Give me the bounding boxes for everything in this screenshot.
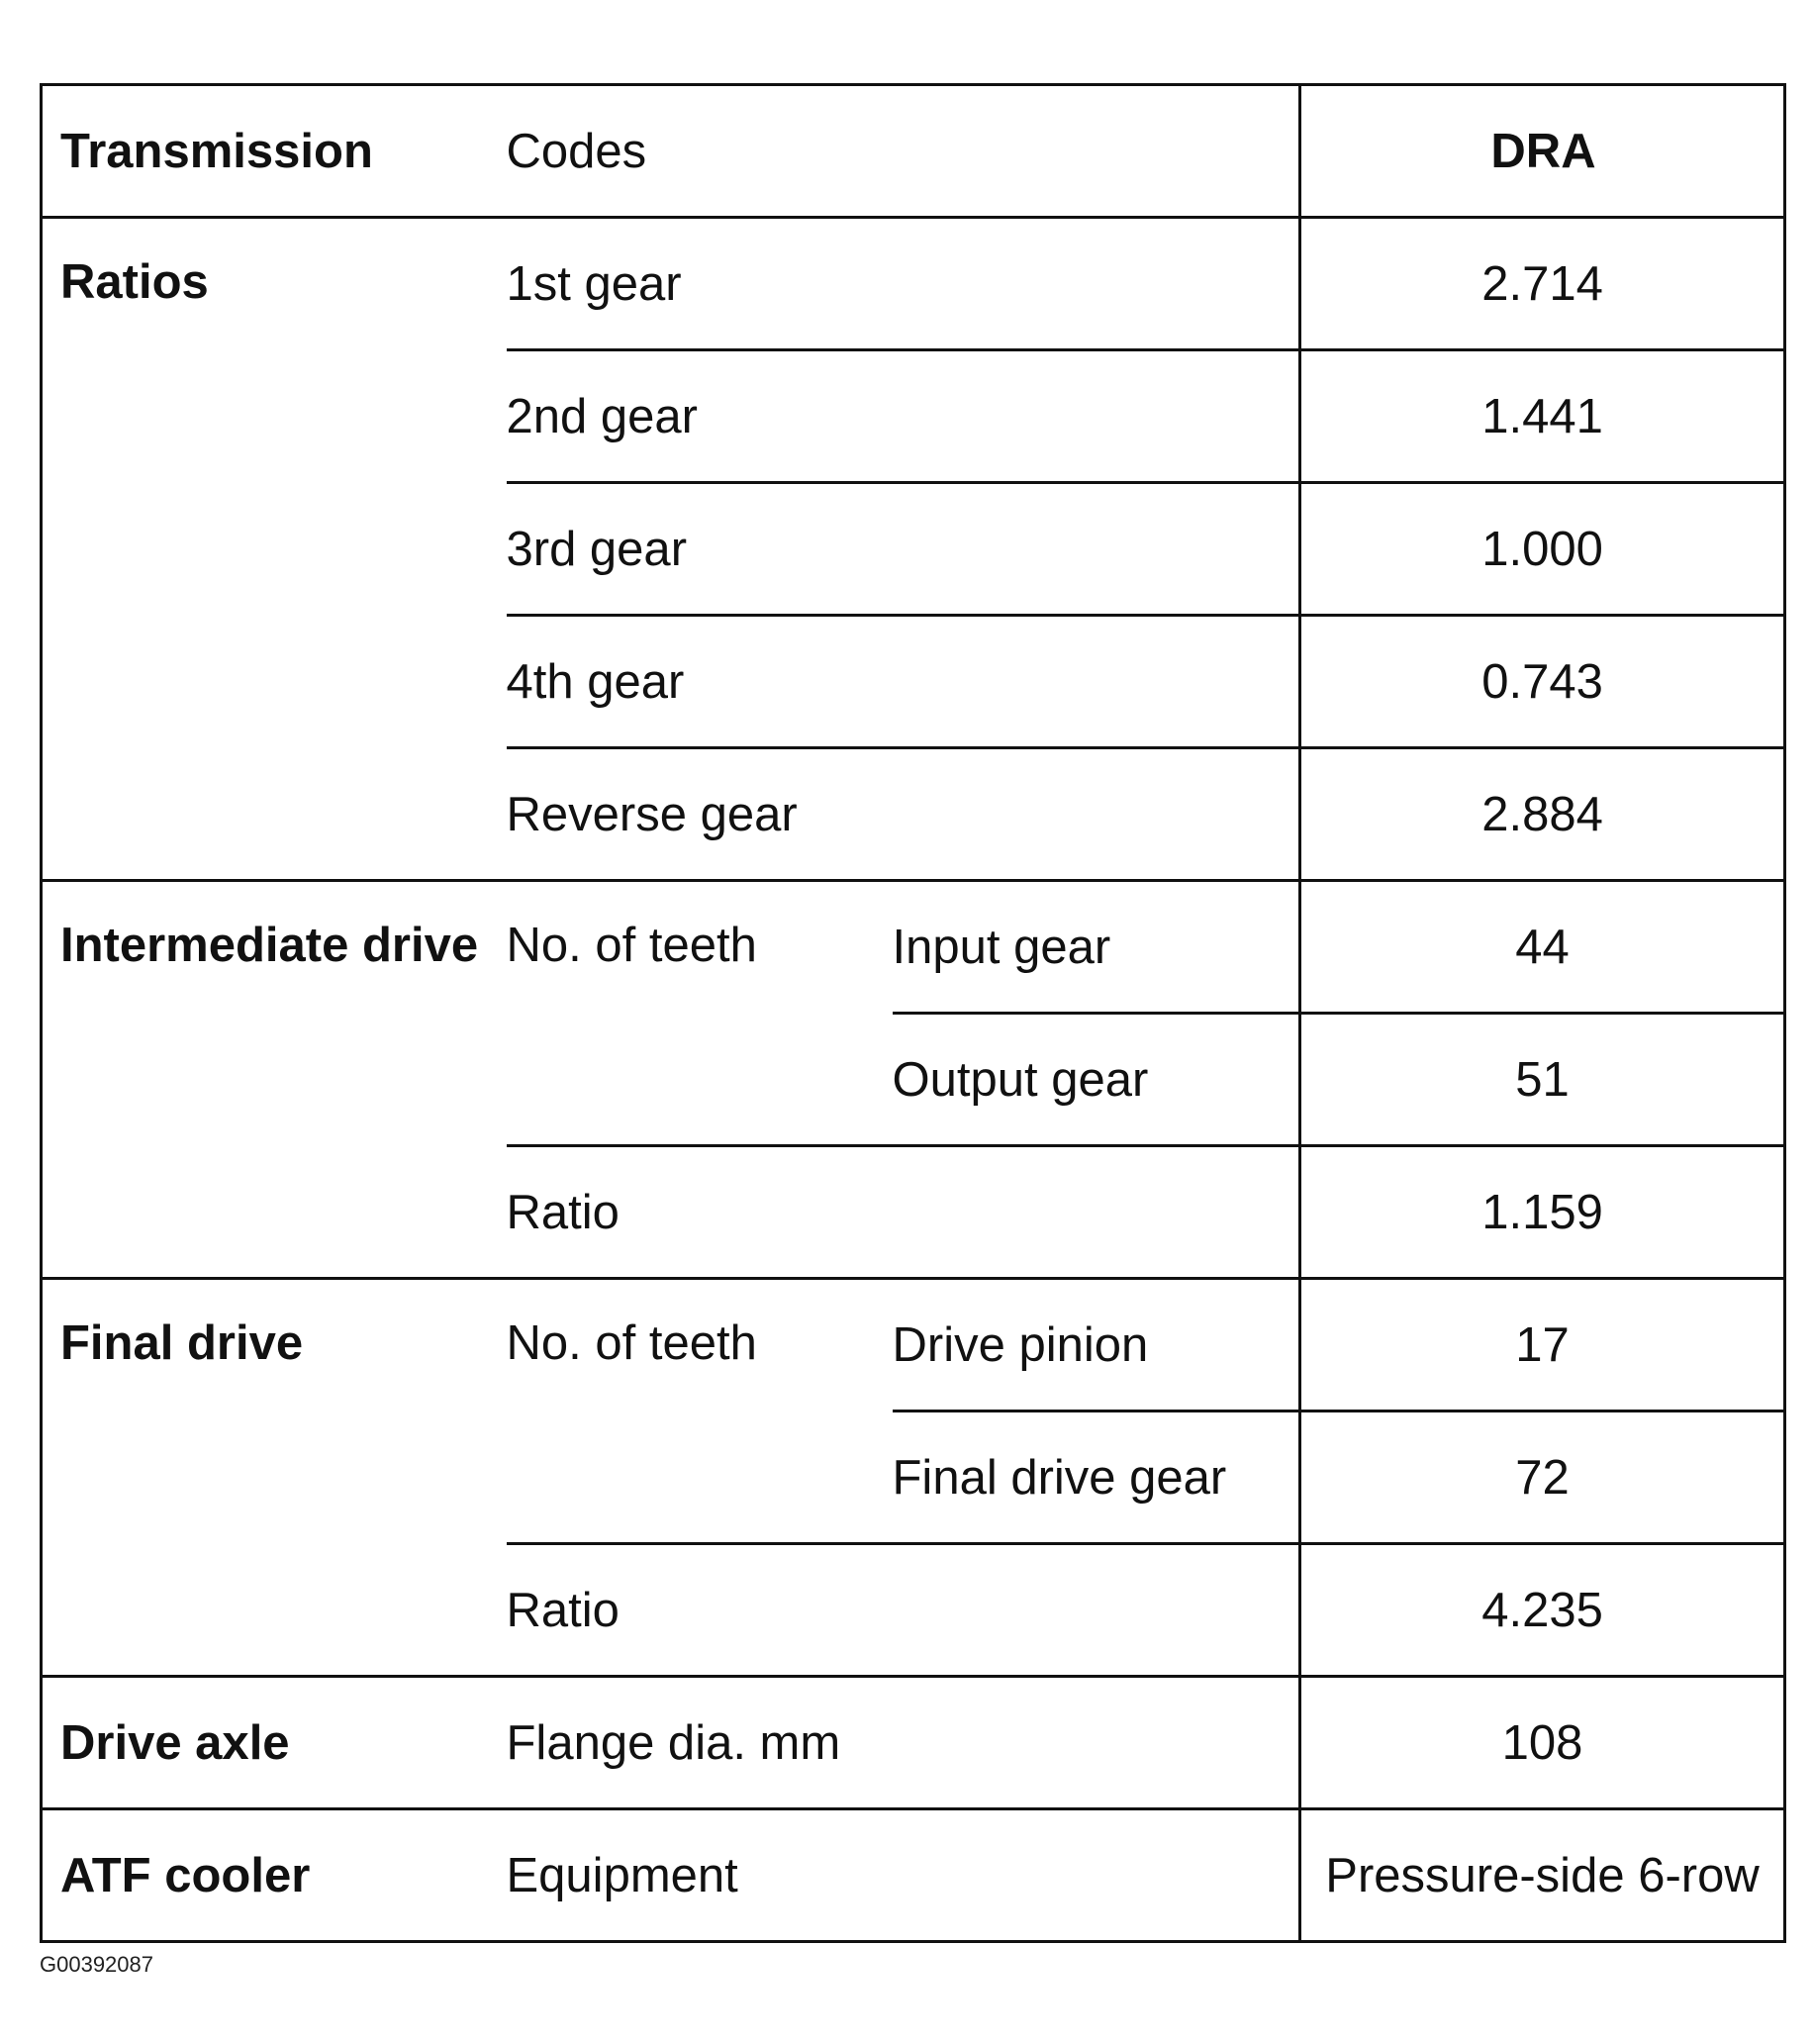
intermediate-input-row xyxy=(42,881,1785,1014)
atf-cooler-value: Pressure-side 6-row xyxy=(1300,1809,1785,1942)
final-drive-pinion-row xyxy=(42,1279,1785,1411)
header-code-value: DRA xyxy=(1300,85,1785,218)
atf-cooler-category: ATF cooler xyxy=(42,1809,507,1942)
intermediate-input-gear-label: Input gear xyxy=(893,881,1300,1014)
intermediate-output-gear-value: 51 xyxy=(1300,1014,1785,1146)
ratio-value-5: 2.884 xyxy=(1300,748,1785,881)
intermediate-output-gear-label: Output gear xyxy=(893,1014,1300,1146)
ratio-label-4: 4th gear xyxy=(507,616,1300,748)
drive-axle-row xyxy=(42,1677,1785,1809)
final-drive-ratio-value: 4.235 xyxy=(1300,1544,1785,1677)
intermediate-ratio-label: Ratio xyxy=(507,1146,1300,1279)
final-drive-category: Final drive xyxy=(42,1279,507,1677)
ratio-value-3: 1.000 xyxy=(1300,483,1785,616)
intermediate-teeth-label: No. of teeth xyxy=(507,881,893,1146)
header-category: Transmission xyxy=(60,124,373,178)
header-row xyxy=(42,85,1785,218)
drive-axle-value: 108 xyxy=(1300,1677,1785,1809)
transmission-spec-table xyxy=(40,83,1786,1943)
ratio-value-2: 1.441 xyxy=(1300,350,1785,483)
ratio-value-1: 2.714 xyxy=(1300,218,1785,350)
intermediate-drive-category: Intermediate drive xyxy=(42,881,507,1279)
final-drive-pinion-value: 17 xyxy=(1300,1279,1785,1411)
atf-cooler-label: Equipment xyxy=(507,1809,1300,1942)
figure-id: G00392087 xyxy=(40,1952,153,1977)
ratio-label-5: Reverse gear xyxy=(507,748,1300,881)
drive-axle-label: Flange dia. mm xyxy=(507,1677,1300,1809)
ratio-label-1: 1st gear xyxy=(507,218,1300,350)
final-drive-teeth-label: No. of teeth xyxy=(507,1279,893,1544)
ratio-value-4: 0.743 xyxy=(1300,616,1785,748)
intermediate-input-gear-value: 44 xyxy=(1300,881,1785,1014)
header-codes-label: Codes xyxy=(506,124,647,178)
ratio-label-2: 2nd gear xyxy=(507,350,1300,483)
ratios-category: Ratios xyxy=(42,218,507,881)
ratio-label-3: 3rd gear xyxy=(507,483,1300,616)
atf-cooler-row xyxy=(42,1809,1785,1942)
final-drive-pinion-label: Drive pinion xyxy=(893,1279,1300,1411)
final-drive-gear-value: 72 xyxy=(1300,1411,1785,1544)
ratio-row-1 xyxy=(42,218,1785,350)
final-drive-gear-label: Final drive gear xyxy=(893,1411,1300,1544)
intermediate-ratio-value: 1.159 xyxy=(1300,1146,1785,1279)
drive-axle-category: Drive axle xyxy=(42,1677,507,1809)
final-drive-ratio-label: Ratio xyxy=(507,1544,1300,1677)
